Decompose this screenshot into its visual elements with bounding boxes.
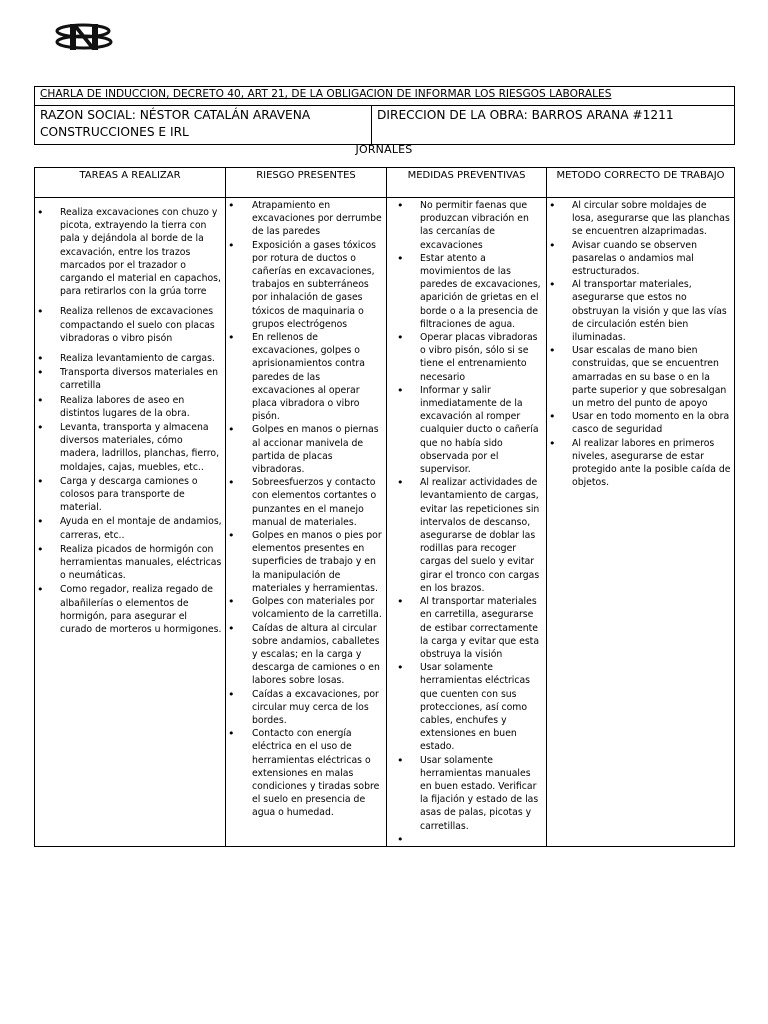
document-title: CHARLA DE INDUCCION, DECRETO 40, ART 21, DE LA OBLIGACION DE INFORMAR LOS RIESGOS LABORALES xyxy=(35,87,735,106)
list-item: • Carga y descarga camiones o colosos para transporte de material. xyxy=(35,475,225,515)
list-item: • Levanta, transporta y almacena diversos materiales, cómo madera, ladrillos, planchas, fierro, moldajes, cajas, muebles, etc.. xyxy=(35,421,225,474)
list-item: • Estar atento a movimientos de las paredes de excavaciones, aparición de grietas en el borde o a la presencia de filtraciones de agua. xyxy=(387,252,546,331)
list-item: • Realiza labores de aseo en distintos lugares de la obra. xyxy=(35,394,225,420)
risk-table xyxy=(34,167,735,847)
header-medidas: MEDIDAS PREVENTIVAS xyxy=(387,168,547,198)
list-item: • Caídas a excavaciones, por circular muy cerca de los bordes. xyxy=(226,688,386,728)
list-item: • Al transportar materiales, asegurarse que estos no obstruyan la visión y que las vías de circulación estén bien iluminadas. xyxy=(547,278,734,344)
riesgos-list xyxy=(226,199,386,820)
list-item: • Usar escalas de mano bien construidas, que se encuentren amarradas en su base o en la parte superior y que sobresalgan un metro del punto de apoyo xyxy=(547,344,734,410)
metodo-list xyxy=(547,199,734,489)
list-item: • Usar solamente herramientas manuales en buen estado. Verificar la fijación y estado de las asas de palas, picotas y carretillas. xyxy=(387,754,546,833)
list-item: • Realiza excavaciones con chuzo y picota, extrayendo la tierra con pala y dejándola al borde de la excavación, entre los trazos marcados por el trazador o cargando el material en capachos, para retirarlos con la grúa torre xyxy=(35,206,225,298)
list-item: • Al circular sobre moldajes de losa, asegurarse que las planchas se encuentren alzaprimadas. xyxy=(547,199,734,239)
header-riesgos: RIESGO PRESENTES xyxy=(226,168,387,198)
list-item: • Caídas de altura al circular sobre andamios, caballetes y escalas; en la carga y descarga de camiones o en labores sobre losas. xyxy=(226,622,386,688)
list-item: • Como regador, realiza regado de albañilerías o elementos de hormigón, para asegurar el curado de morteros u hormigones. xyxy=(35,583,225,636)
list-item: • Al transportar materiales en carretilla, asegurarse de estibar correctamente la carga y evitar que esta obstruya la visión xyxy=(387,595,546,661)
riesgos-cell xyxy=(226,198,387,847)
list-item: • Sobreesfuerzos y contacto con elementos cortantes o punzantes en el manejo manual de materiales. xyxy=(226,476,386,529)
list-item: • Atrapamiento en excavaciones por derrumbe de las paredes xyxy=(226,199,386,239)
razon-social: RAZON SOCIAL: NÉSTOR CATALÁN ARAVENA CONSTRUCCIONES E IRL xyxy=(35,106,372,145)
tareas-list xyxy=(35,206,225,636)
list-item: • Contacto con energía eléctrica en el uso de herramientas eléctricas o extensiones en malas condiciones y tiradas sobre el suelo en presencia de agua o humedad. xyxy=(226,727,386,819)
metodo-cell xyxy=(547,198,735,847)
tareas-cell xyxy=(35,198,226,847)
list-item: • Realiza levantamiento de cargas. xyxy=(35,352,225,365)
list-item: • Avisar cuando se observen pasarelas o andamios mal estructurados. xyxy=(547,239,734,279)
list-item: • Usar en todo momento en la obra casco de seguridad xyxy=(547,410,734,436)
header-table xyxy=(34,86,735,145)
header-tareas: TAREAS A REALIZAR xyxy=(35,168,226,198)
medidas-cell xyxy=(387,198,547,847)
header-metodo: METODO CORRECTO DE TRABAJO xyxy=(547,168,735,198)
list-item: • Golpes con materiales por volcamiento de la carretilla. xyxy=(226,595,386,621)
list-item: • No permitir faenas que produzcan vibración en las cercanías de excavaciones xyxy=(387,199,546,252)
list-item: • Realiza picados de hormigón con herramientas manuales, eléctricas o neumáticas. xyxy=(35,543,225,583)
list-item: • Exposición a gases tóxicos por rotura de ductos o cañerías en excavaciones, trabajos en subterráneos por inhalación de gases tóxicos de maquinaria o grupos electrógenos xyxy=(226,239,386,331)
list-item: • Usar solamente herramientas eléctricas que cuenten con sus protecciones, así como cables, enchufes y extensiones en buen estado. xyxy=(387,661,546,753)
list-item: • Transporta diversos materiales en carretilla xyxy=(35,366,225,392)
section-title: JORNALES xyxy=(355,143,413,156)
medidas-list xyxy=(387,199,546,846)
list-item: • Operar placas vibradoras o vibro pisón, sólo si se tiene el entrenamiento necesario xyxy=(387,331,546,384)
list-item: • Golpes en manos o pies por elementos presentes en superficies de trabajo y en la manipulación de materiales y herramientas. xyxy=(226,529,386,595)
list-item: • Realiza rellenos de excavaciones compactando el suelo con placas vibradoras o vibro pisón xyxy=(35,305,225,345)
list-item xyxy=(387,833,546,846)
list-item: • Ayuda en el montaje de andamios, carreras, etc.. xyxy=(35,515,225,541)
list-item: • Informar y salir inmediatamente de la excavación al romper cualquier ducto o cañería que no había sido observada por el supervisor. xyxy=(387,384,546,476)
list-item: • En rellenos de excavaciones, golpes o aprisionamientos contra paredes de las excavaciones al operar placa vibradora o vibro pisón. xyxy=(226,331,386,423)
direccion-obra: DIRECCION DE LA OBRA: BARROS ARANA #1211 xyxy=(372,106,735,145)
list-item: • Al realizar actividades de levantamiento de cargas, evitar las repeticiones sin intervalos de descanso, asegurarse de doblar las rodillas para recoger cargas del suelo y evitar girar el tronco con cargas en los brazos. xyxy=(387,476,546,595)
company-logo-icon xyxy=(54,18,114,54)
list-item: • Al realizar labores en primeros niveles, asegurarse de estar protegido ante la posible caída de objetos. xyxy=(547,437,734,490)
list-item: • Golpes en manos o piernas al accionar manivela de partida de placas vibradoras. xyxy=(226,423,386,476)
